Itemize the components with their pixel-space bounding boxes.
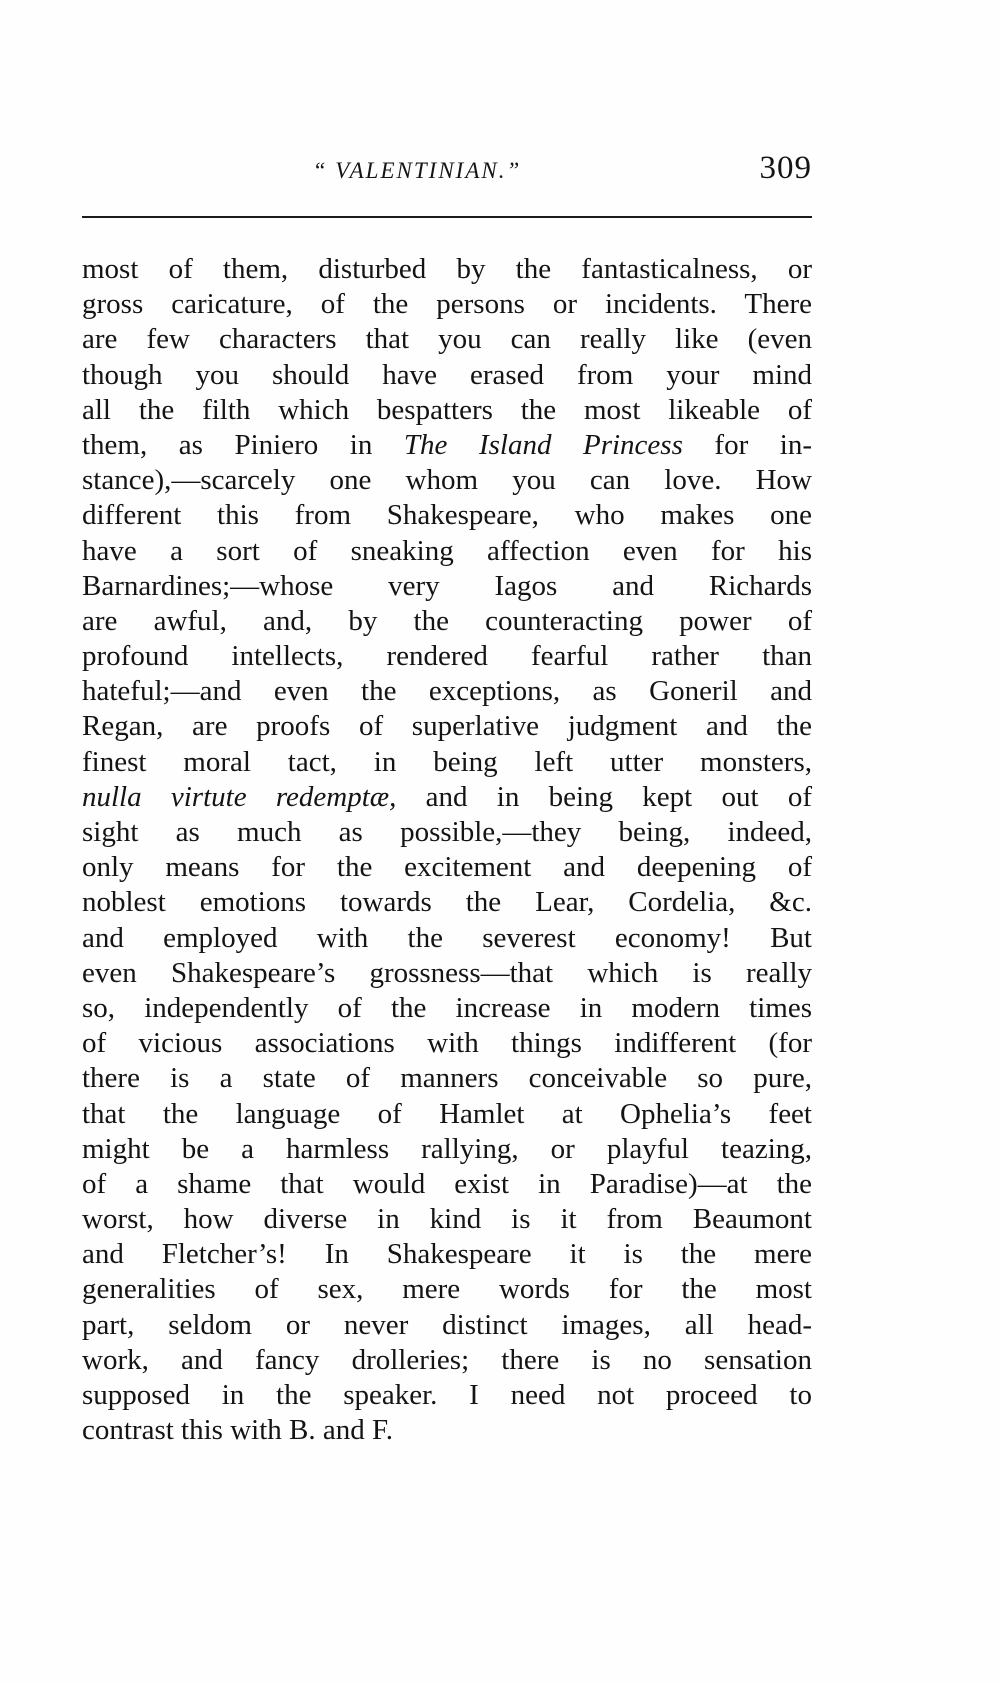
text-line: hateful;—and even the exceptions, as Goneril and <box>82 675 812 708</box>
running-title: “ VALENTINIAN.” <box>312 158 522 183</box>
text-line: work, and fancy drolleries; there is no sensation <box>82 1343 812 1376</box>
text-line-last: contrast this with B. and F. <box>82 1414 394 1447</box>
text-line <box>82 428 812 463</box>
page-number: 309 <box>759 150 812 186</box>
running-header <box>82 150 812 190</box>
text-line: all the filth which bespatters the most likeable of <box>82 393 812 426</box>
text-line: gross caricature, of the persons or incidents. There <box>82 288 812 321</box>
text-line: most of them, disturbed by the fantasticalness, or <box>82 253 812 285</box>
text-line: worst, how diverse in kind is it from Beaumont <box>82 1203 812 1236</box>
text-line: profound intellects, rendered fearful rather than <box>82 640 812 673</box>
text-line: of a shame that would exist in Paradise)—at the <box>82 1167 812 1200</box>
text-line: of vicious associations with things indifferent (for <box>82 1027 812 1060</box>
text-line-segment: for in- <box>682 428 812 461</box>
text-line: noblest emotions towards the Lear, Cordelia, &c. <box>82 886 812 919</box>
text-line-segment: them, as Piniero in <box>82 428 404 461</box>
header-rule <box>82 216 812 218</box>
text-line: Regan, are proofs of superlative judgment and the <box>82 710 812 743</box>
text-line: sight as much as possible,—they being, indeed, <box>82 816 812 848</box>
text-line: Barnardines;—whose very Iagos and Richards <box>82 569 812 602</box>
text-line: and Fletcher’s! In Shakespeare it is the mere <box>82 1238 812 1271</box>
text-line: have a sort of sneaking affection even for his <box>82 534 812 567</box>
text-line: might be a harmless rallying, or playful teazing, <box>82 1132 812 1165</box>
text-line-segment: and in being kept out of <box>396 780 812 813</box>
body-paragraph <box>82 252 812 1448</box>
text-line: different this from Shakespeare, who makes one <box>82 499 812 532</box>
text-line: there is a state of manners conceivable so pure, <box>82 1062 812 1095</box>
italic-title: The Island Princess <box>403 428 683 461</box>
text-line <box>82 780 812 815</box>
italic-latin-phrase: nulla virtute redemptæ, <box>82 780 397 813</box>
text-line: even Shakespeare’s grossness—that which is really <box>82 956 812 989</box>
text-line: finest moral tact, in being left utter monsters, <box>82 745 812 778</box>
text-line: though you should have erased from your mind <box>82 358 812 391</box>
text-line: are few characters that you can really like (even <box>82 323 812 356</box>
text-line: supposed in the speaker. I need not proceed to <box>82 1379 812 1411</box>
text-line: generalities of sex, mere words for the most <box>82 1273 812 1306</box>
text-line: part, seldom or never distinct images, all head- <box>82 1308 812 1341</box>
text-line: so, independently of the increase in modern times <box>82 991 812 1024</box>
text-line: stance),—scarcely one whom you can love. How <box>82 464 812 497</box>
text-line: are awful, and, by the counteracting power of <box>82 604 812 637</box>
text-line: and employed with the severest economy! But <box>82 921 812 954</box>
text-line: only means for the excitement and deepening of <box>82 851 812 884</box>
text-line: that the language of Hamlet at Ophelia’s feet <box>82 1097 812 1130</box>
